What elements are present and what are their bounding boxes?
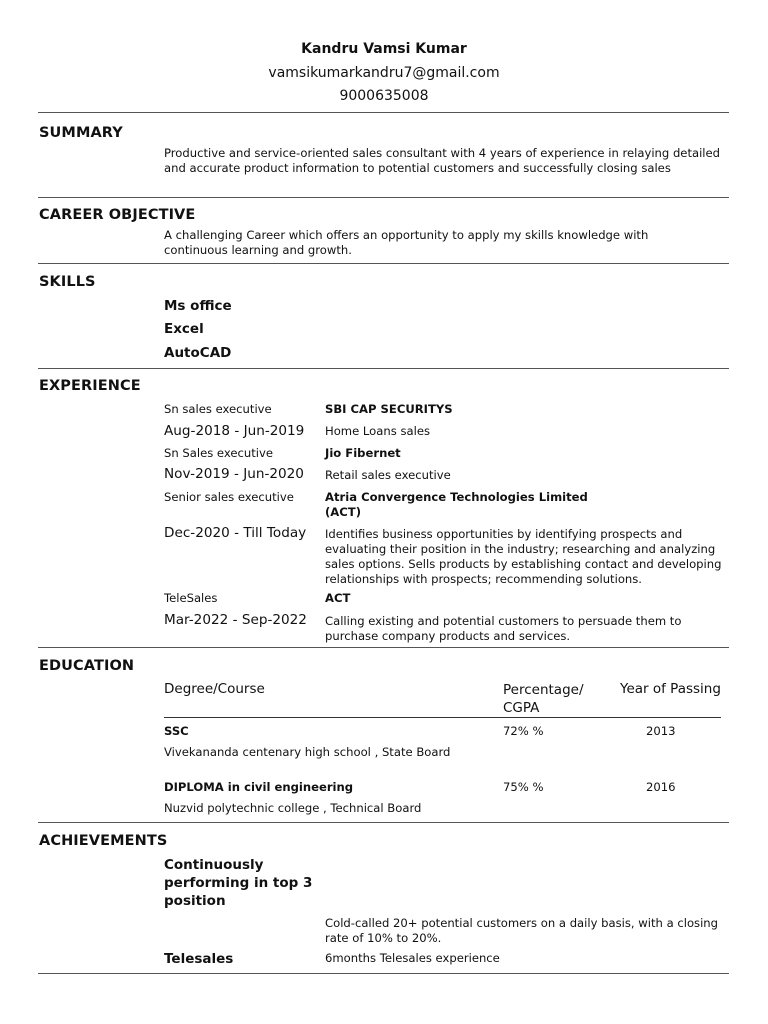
experience-heading: EXPERIENCE — [39, 378, 141, 394]
job-company: Atria Convergence Technologies Limited (ACT) — [325, 490, 588, 519]
column-header-degree: Degree/Course — [164, 681, 265, 697]
education-percentage: 75% % — [503, 780, 544, 794]
education-year: 2013 — [646, 724, 676, 738]
divider — [38, 263, 729, 264]
job-company: ACT — [325, 591, 351, 605]
objective-heading: CAREER OBJECTIVE — [39, 207, 196, 223]
phone: 9000635008 — [339, 88, 429, 104]
skills-heading: SKILLS — [39, 274, 96, 290]
job-role: TeleSales — [164, 591, 218, 605]
objective-text: A challenging Career which offers an opportunity to apply my skills knowledge with continuous learning and growth. — [164, 228, 649, 257]
job-dates: Mar-2022 - Sep-2022 — [164, 612, 307, 628]
achievement-title: Continuously performing in top 3 position — [164, 857, 313, 909]
job-description: Retail sales executive — [325, 468, 451, 482]
job-dates: Aug-2018 - Jun-2019 — [164, 423, 305, 439]
divider — [38, 973, 729, 974]
skill-item: Excel — [164, 321, 204, 337]
education-degree: DIPLOMA in civil engineering — [164, 780, 354, 794]
skill-item: Ms office — [164, 298, 232, 314]
summary-heading: SUMMARY — [39, 125, 123, 141]
achievement-description: Cold-called 20+ potential customers on a daily basis, with a closing rate of 10% to 20%. — [325, 916, 719, 945]
education-year: 2016 — [646, 780, 676, 794]
divider — [38, 112, 729, 113]
job-description: Home Loans sales — [325, 424, 430, 438]
job-role: Senior sales executive — [164, 490, 294, 504]
column-header-percentage: Percentage/ CGPA — [503, 682, 584, 716]
divider — [38, 197, 729, 198]
job-dates: Dec-2020 - Till Today — [164, 525, 307, 541]
achievement-title: Telesales — [164, 951, 234, 967]
education-institution: Nuzvid polytechnic college , Technical Board — [164, 801, 422, 815]
skill-item: AutoCAD — [164, 345, 232, 361]
achievement-description: 6months Telesales experience — [325, 951, 500, 965]
education-institution: Vivekananda centenary high school , State Board — [164, 745, 451, 759]
job-company: SBI CAP SECURITYS — [325, 402, 453, 416]
table-header-rule — [164, 717, 721, 718]
email: vamsikumarkandru7@gmail.com — [268, 65, 500, 81]
divider — [38, 647, 729, 648]
education-degree: SSC — [164, 724, 189, 738]
job-description: Calling existing and potential customers to persuade them to purchase company products and services. — [325, 614, 682, 643]
job-role: Sn sales executive — [164, 402, 272, 416]
job-dates: Nov-2019 - Jun-2020 — [164, 466, 304, 482]
achievements-heading: ACHIEVEMENTS — [39, 833, 168, 849]
job-company: Jio Fibernet — [325, 446, 401, 460]
education-heading: EDUCATION — [39, 658, 135, 674]
summary-text: Productive and service-oriented sales consultant with 4 years of experience in relaying detailed and accurate product information to potential customers and successfully closing sales — [164, 146, 721, 175]
divider — [38, 368, 729, 369]
column-header-year: Year of Passing — [620, 681, 721, 697]
divider — [38, 822, 729, 823]
candidate-name: Kandru Vamsi Kumar — [301, 41, 467, 57]
job-description: Identifies business opportunities by identifying prospects and evaluating their position in the industry; researching and analyzing sales options. Sells products by establishing contact and developing relationships with prospects; recommending solutions. — [325, 527, 722, 586]
education-percentage: 72% % — [503, 724, 544, 738]
job-role: Sn Sales executive — [164, 446, 273, 460]
